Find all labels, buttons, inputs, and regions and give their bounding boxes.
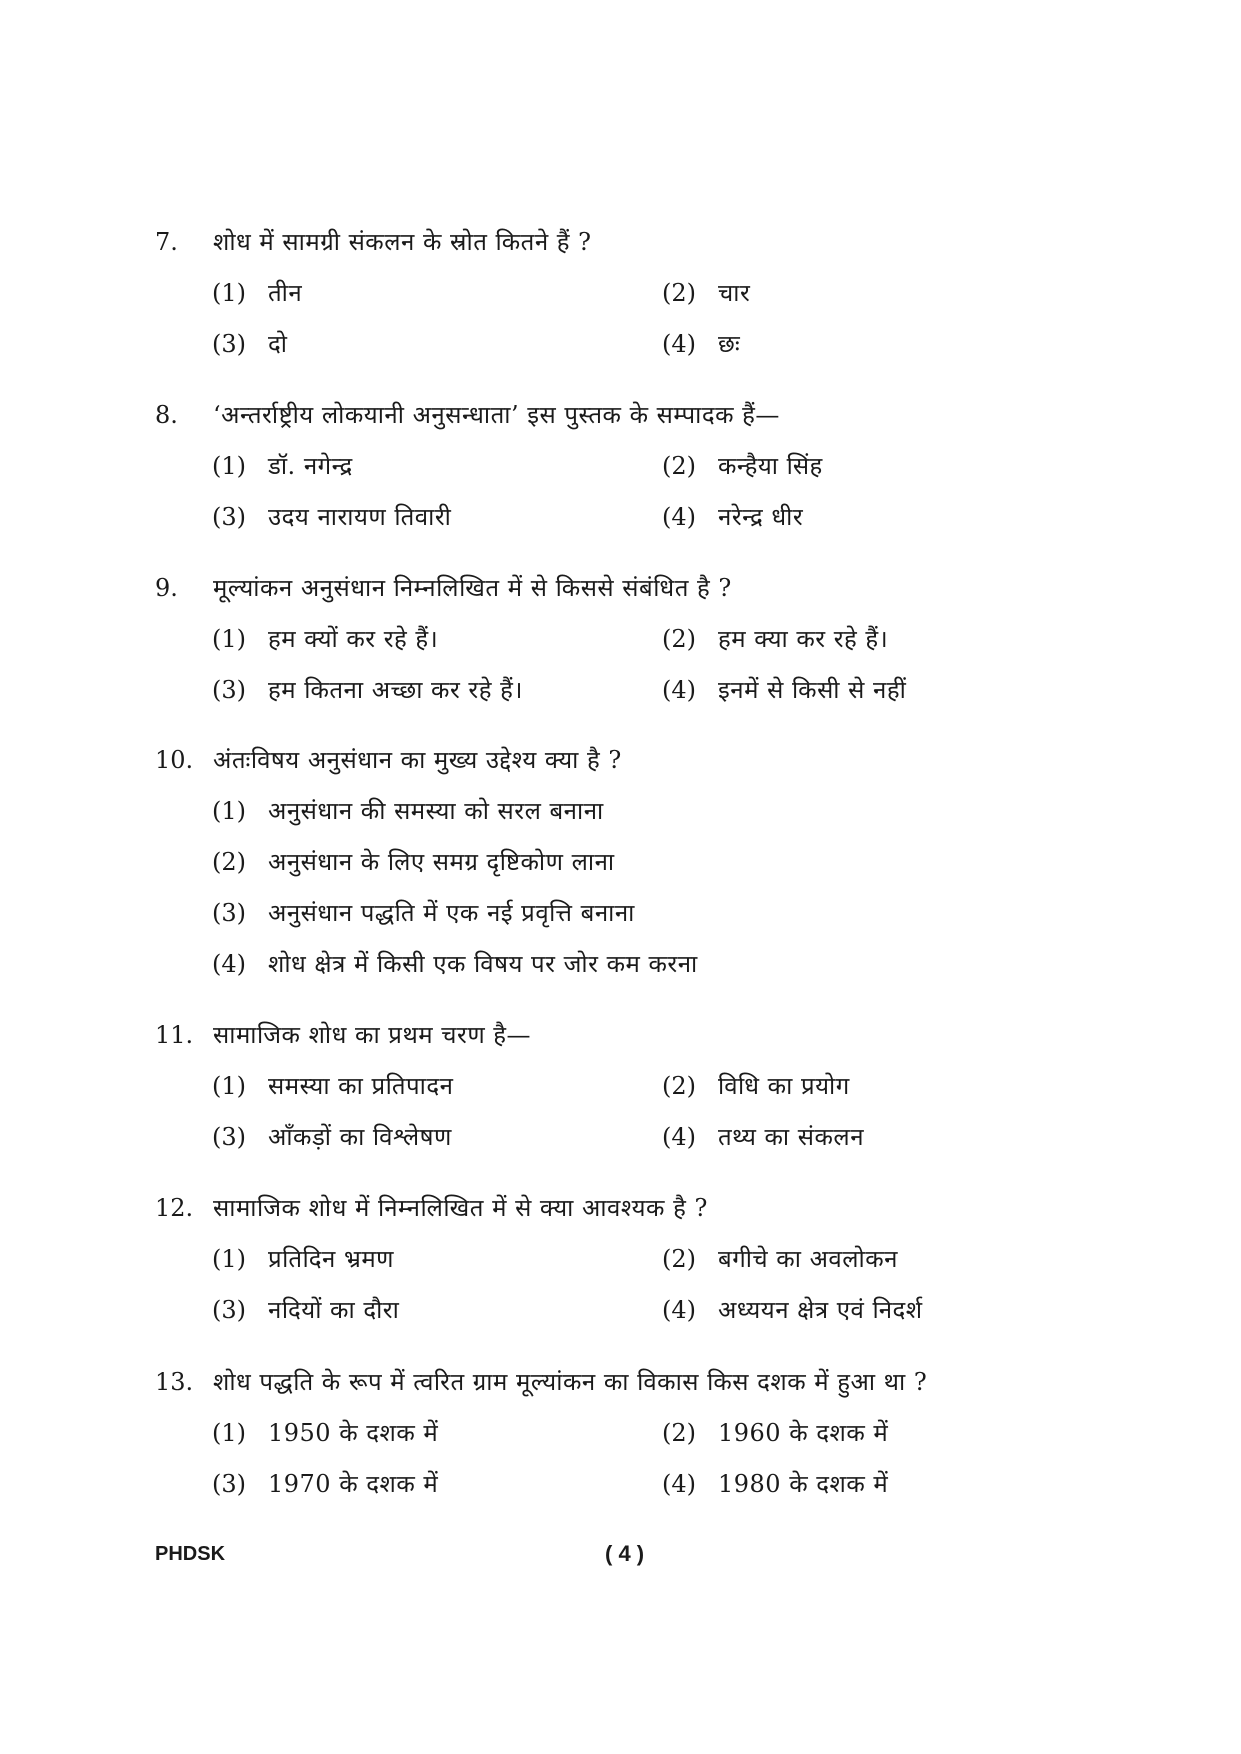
option-number: (3) <box>212 1296 246 1324</box>
option-3 <box>212 1290 399 1330</box>
option-text: कन्हैया सिंह <box>718 452 823 480</box>
option-text: प्रतिदिन भ्रमण <box>268 1245 395 1273</box>
question-number: 12. <box>155 1194 194 1222</box>
option-number: (1) <box>212 452 246 480</box>
question-8 <box>155 395 1055 548</box>
option-1 <box>212 446 353 486</box>
option-1 <box>212 1239 394 1279</box>
question-12 <box>155 1188 1055 1341</box>
question-number: 13. <box>155 1368 194 1396</box>
question-number: 7. <box>155 228 178 256</box>
question-text: शोध में सामग्री संकलन के स्रोत कितने हैं ? <box>213 228 592 256</box>
option-text: अध्ययन क्षेत्र एवं निदर्श <box>718 1296 923 1324</box>
option-number: (1) <box>212 279 246 307</box>
option-number: (4) <box>662 330 696 358</box>
question-11 <box>155 1015 1055 1168</box>
page-number: ( 4 ) <box>605 1541 645 1566</box>
option-text: हम कितना अच्छा कर रहे हैं। <box>268 676 523 704</box>
option-number: (2) <box>662 1419 696 1447</box>
option-text: तीन <box>268 279 303 307</box>
option-2 <box>662 1413 888 1453</box>
option-2 <box>662 273 750 313</box>
option-1 <box>212 1413 438 1453</box>
option-number: (4) <box>662 1470 696 1498</box>
option-3 <box>212 1464 438 1504</box>
option-number: (2) <box>662 625 696 653</box>
option-text: बगीचे का अवलोकन <box>718 1245 898 1273</box>
question-text: मूल्यांकन अनुसंधान निम्नलिखित में से किससे संबंधित है ? <box>213 574 732 602</box>
question-9 <box>155 568 1055 721</box>
question-number: 10. <box>155 746 194 774</box>
question-number: 9. <box>155 574 178 602</box>
option-number: (2) <box>212 848 246 876</box>
option-number: (4) <box>662 676 696 704</box>
option-text: अनुसंधान के लिए समग्र दृष्टिकोण लाना <box>268 848 615 876</box>
option-text: इनमें से किसी से नहीं <box>718 676 907 704</box>
option-number: (3) <box>212 503 246 531</box>
option-number: (1) <box>212 625 246 653</box>
option-4 <box>662 324 740 364</box>
option-text: समस्या का प्रतिपादन <box>268 1072 454 1100</box>
option-number: (2) <box>662 452 696 480</box>
option-1 <box>212 619 438 659</box>
paper-code: PHDSK <box>155 1543 226 1565</box>
option-3 <box>212 893 635 933</box>
question-text: अंतःविषय अनुसंधान का मुख्य उद्देश्य क्या है ? <box>213 746 622 774</box>
question-13 <box>155 1362 1055 1515</box>
option-text: डॉ. नगेन्द्र <box>268 452 353 480</box>
option-text: नदियों का दौरा <box>268 1296 400 1324</box>
option-text: नरेन्द्र धीर <box>718 503 804 531</box>
option-number: (1) <box>212 1245 246 1273</box>
option-2 <box>212 842 615 882</box>
option-3 <box>212 1117 452 1157</box>
option-number: (3) <box>212 676 246 704</box>
option-1 <box>212 791 604 831</box>
option-text: 1950 के दशक में <box>268 1419 439 1447</box>
option-4 <box>662 1117 864 1157</box>
option-text: हम क्या कर रहे हैं। <box>718 625 889 653</box>
option-4 <box>662 1464 888 1504</box>
question-text: सामाजिक शोध का प्रथम चरण है— <box>213 1021 532 1049</box>
option-text: 1960 के दशक में <box>718 1419 889 1447</box>
option-4 <box>662 1290 923 1330</box>
option-number: (3) <box>212 1470 246 1498</box>
option-text: शोध क्षेत्र में किसी एक विषय पर जोर कम करना <box>268 950 698 978</box>
option-number: (1) <box>212 797 246 825</box>
option-number: (4) <box>212 950 246 978</box>
option-3 <box>212 324 287 364</box>
option-3 <box>212 497 451 537</box>
option-text: 1970 के दशक में <box>268 1470 439 1498</box>
option-text: तथ्य का संकलन <box>718 1123 865 1151</box>
option-number: (1) <box>212 1072 246 1100</box>
option-text: छः <box>718 330 741 358</box>
option-text: उदय नारायण तिवारी <box>268 503 452 531</box>
option-number: (4) <box>662 503 696 531</box>
option-4 <box>212 944 698 984</box>
question-text: शोध पद्धति के रूप में त्वरित ग्राम मूल्यांकन का विकास किस दशक में हुआ था ? <box>213 1368 928 1396</box>
option-2 <box>662 1066 850 1106</box>
option-text: विधि का प्रयोग <box>718 1072 850 1100</box>
option-text: दो <box>268 330 288 358</box>
option-text: चार <box>718 279 751 307</box>
question-text: ‘अन्तर्राष्ट्रीय लोकयानी अनुसन्धाता’ इस पुस्तक के सम्पादक हैं— <box>213 401 780 429</box>
option-4 <box>662 497 803 537</box>
question-10 <box>155 740 1055 995</box>
option-number: (4) <box>662 1123 696 1151</box>
option-1 <box>212 273 302 313</box>
option-4 <box>662 670 906 710</box>
option-number: (2) <box>662 1072 696 1100</box>
option-text: आँकड़ों का विश्लेषण <box>268 1123 452 1151</box>
question-text: सामाजिक शोध में निम्नलिखित में से क्या आवश्यक है ? <box>213 1194 708 1222</box>
question-number: 11. <box>155 1021 194 1049</box>
option-3 <box>212 670 523 710</box>
option-number: (2) <box>662 279 696 307</box>
option-text: अनुसंधान पद्धति में एक नई प्रवृत्ति बनाना <box>268 899 635 927</box>
option-number: (3) <box>212 899 246 927</box>
option-text: अनुसंधान की समस्या को सरल बनाना <box>268 797 604 825</box>
option-1 <box>212 1066 453 1106</box>
option-2 <box>662 446 823 486</box>
question-7 <box>155 222 1055 375</box>
option-number: (1) <box>212 1419 246 1447</box>
option-2 <box>662 1239 898 1279</box>
option-2 <box>662 619 888 659</box>
option-number: (3) <box>212 1123 246 1151</box>
question-number: 8. <box>155 401 178 429</box>
option-number: (4) <box>662 1296 696 1324</box>
option-text: हम क्यों कर रहे हैं। <box>268 625 439 653</box>
option-text: 1980 के दशक में <box>718 1470 889 1498</box>
option-number: (2) <box>662 1245 696 1273</box>
option-number: (3) <box>212 330 246 358</box>
